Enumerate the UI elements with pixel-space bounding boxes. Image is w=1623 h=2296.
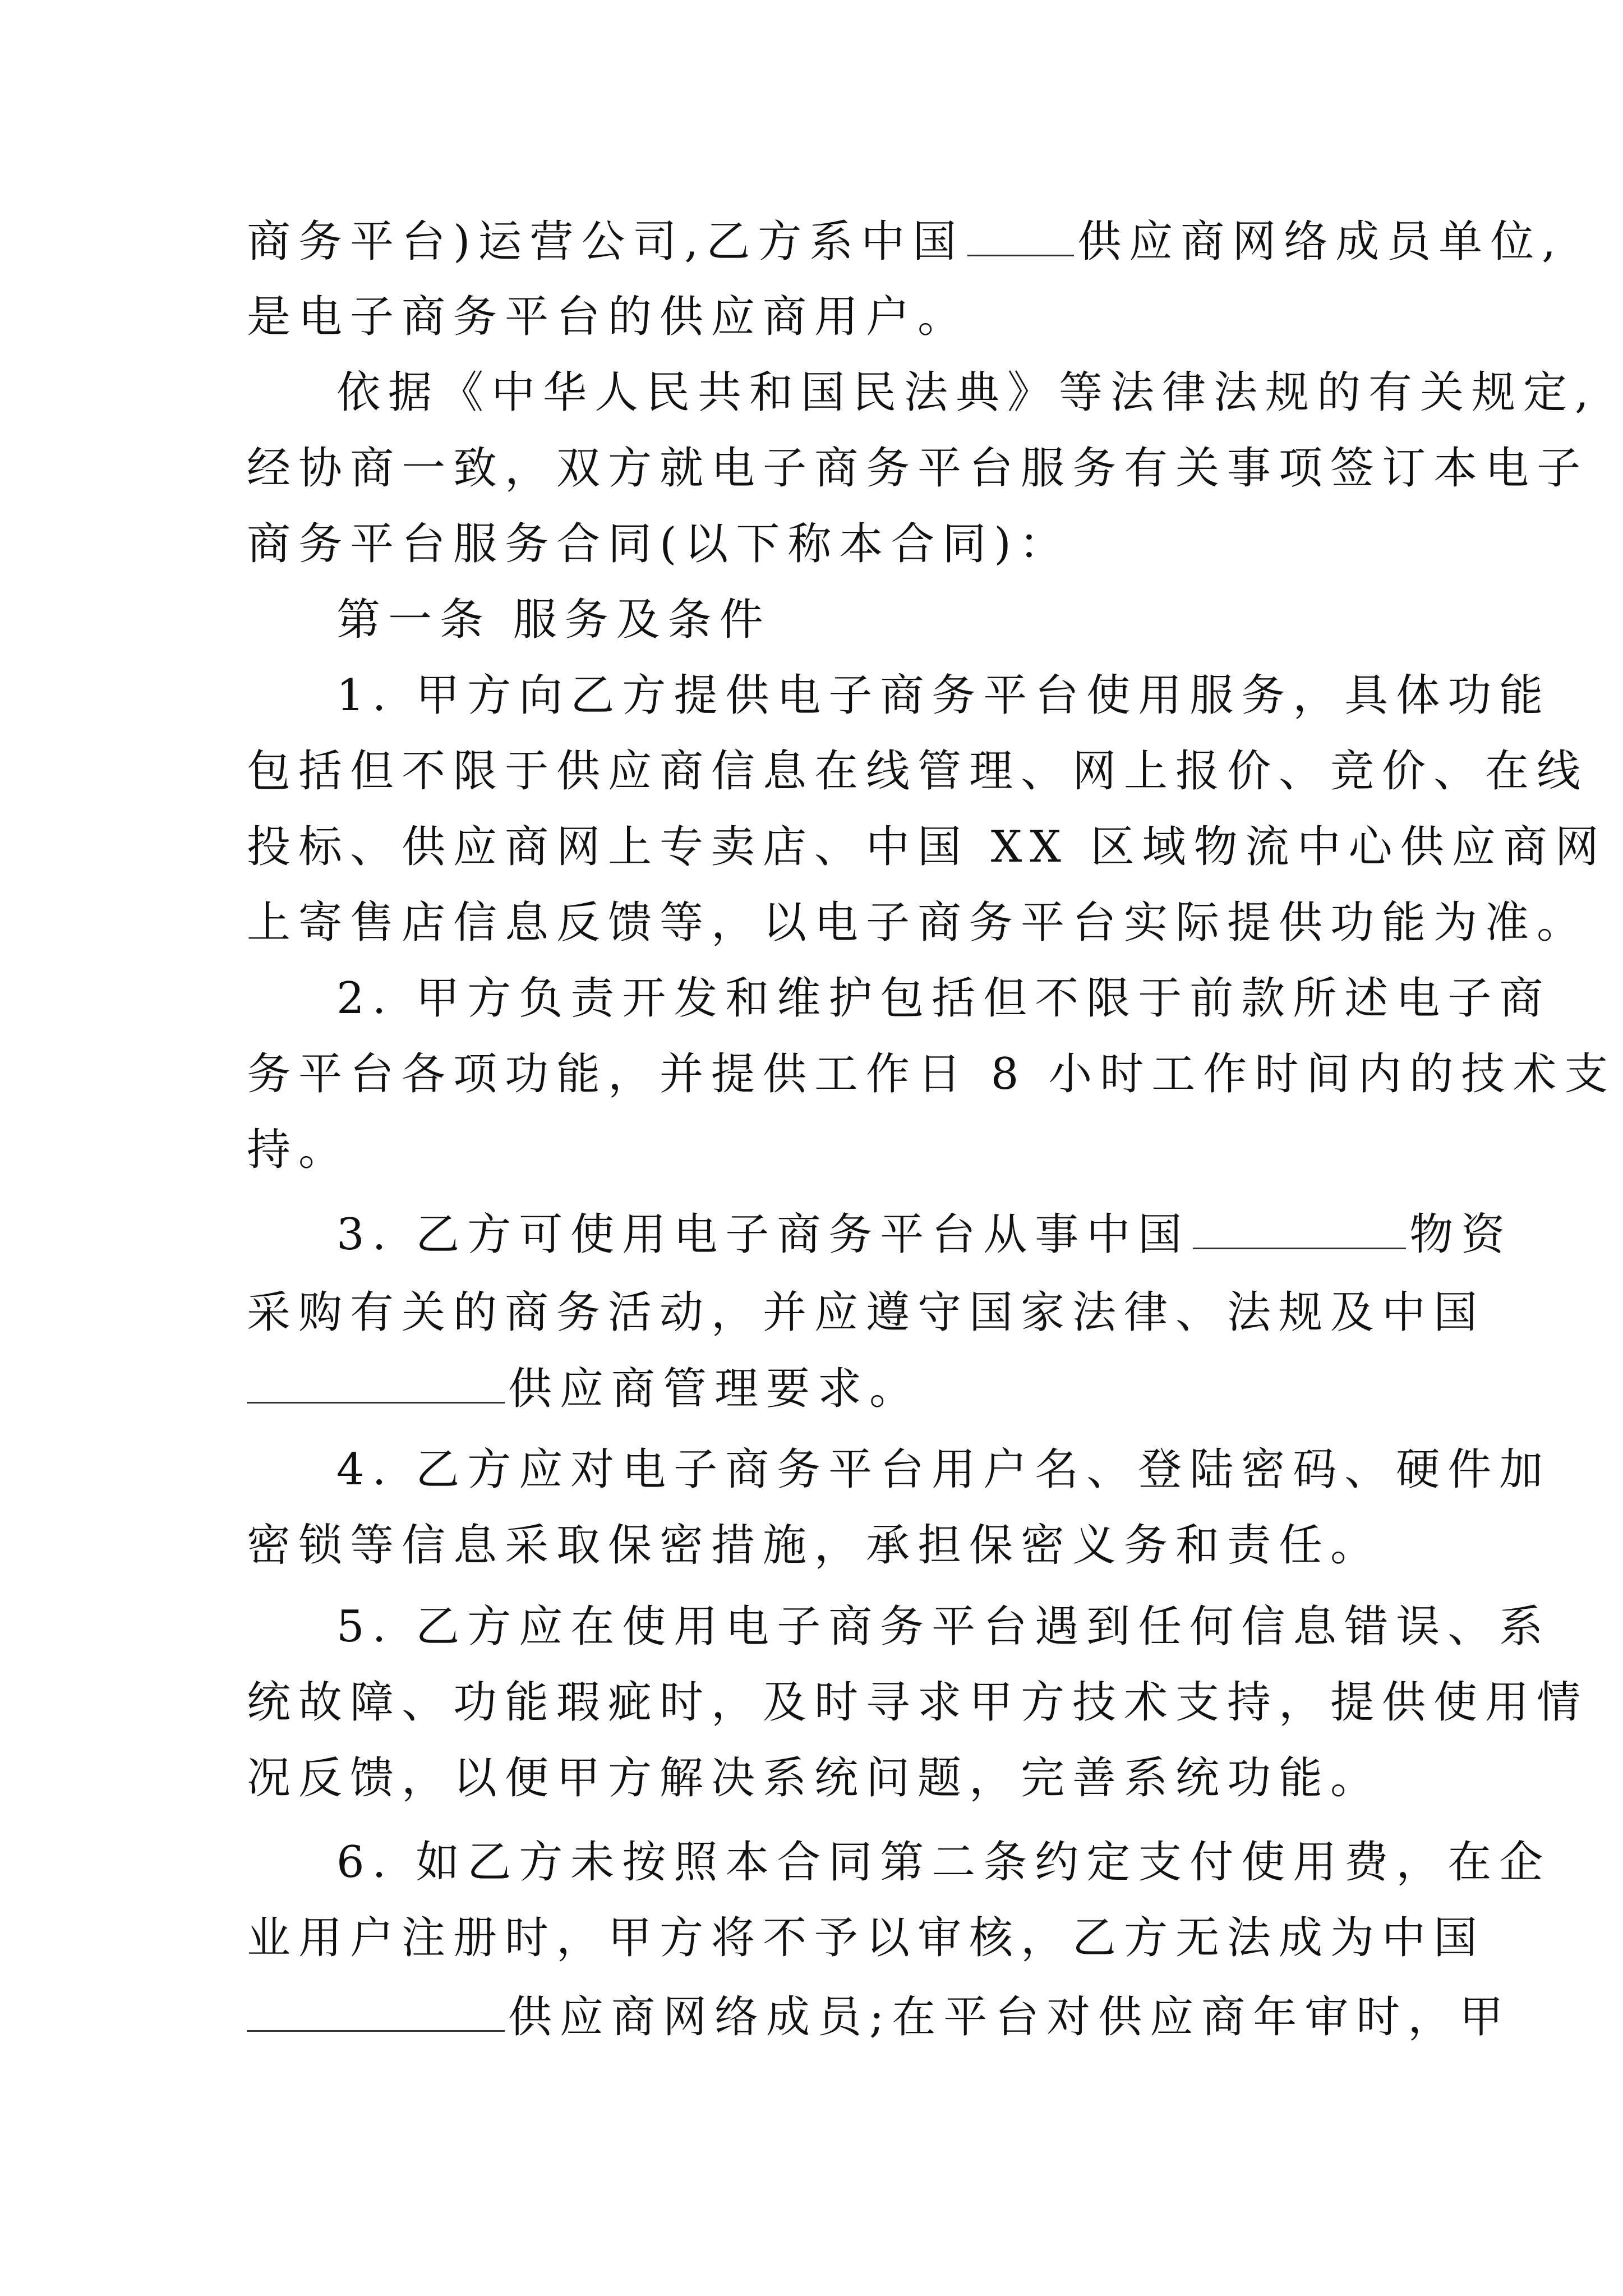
text-line: 投标、供应商网上专卖店、中国 XX 区域物流中心供应商网: [247, 822, 1607, 872]
section-heading: 第一条 服务及条件: [336, 595, 771, 645]
fill-blank: [247, 1989, 505, 2032]
text-line: 持。: [247, 1125, 351, 1175]
fill-blank: [967, 213, 1074, 256]
text-line: 业用户注册时，甲方将不予以审核，乙方无法成为中国: [247, 1913, 1486, 1963]
text-line: 密锁等信息采取保密措施，承担保密义务和责任。: [247, 1520, 1382, 1571]
text-segment: 物资: [1409, 1209, 1513, 1260]
text-segment: 商务平台)运营公司,乙方系中国: [247, 217, 965, 268]
text-line: 上寄售店信息反馈等，以电子商务平台实际提供功能为准。: [247, 898, 1589, 948]
text-line: 务平台各项功能，并提供工作日 8 小时工作时间内的技术支: [247, 1049, 1616, 1099]
text-line: 包括但不限于供应商信息在线管理、网上报价、竞价、在线: [247, 746, 1589, 797]
text-line: 4. 乙方应对电子商务平台用户名、登陆密码、硬件加: [336, 1444, 1551, 1495]
text-line: [247, 213, 1564, 269]
text-line: 商务平台服务合同(以下称本合同)：: [247, 519, 1071, 569]
text-segment: 供应商网络成员;在平台对供应商年审时，甲: [508, 1992, 1511, 2043]
fill-blank: [247, 1360, 505, 1404]
text-line: 2. 甲方负责开发和维护包括但不限于前款所述电子商: [336, 973, 1551, 1024]
text-line: 况反馈，以便甲方解决系统问题，完善系统功能。: [247, 1753, 1382, 1803]
text-line: [247, 1360, 1396, 1416]
text-line: 6. 如乙方未按照本合同第二条约定支付使用费，在企: [336, 1837, 1551, 1888]
text-line: 采购有关的商务活动，并应遵守国家法律、法规及中国: [247, 1287, 1486, 1338]
text-line: 1. 甲方向乙方提供电子商务平台使用服务，具体功能: [336, 670, 1551, 721]
text-line: 统故障、功能瑕疵时，及时寻求甲方技术支持，提供使用情: [247, 1677, 1589, 1728]
fill-blank: [1193, 1206, 1406, 1249]
text-line: 5. 乙方应在使用电子商务平台遇到任何信息错误、系: [336, 1602, 1551, 1652]
text-segment: 3. 乙方可使用电子商务平台从事中国: [336, 1209, 1190, 1260]
text-line: 是电子商务平台的供应商用户。: [247, 292, 970, 342]
text-line: 依据《中华人民共和国民法典》等法律法规的有关规定,: [336, 367, 1597, 418]
text-segment: 供应商网络成员单位,: [1077, 217, 1564, 268]
text-line: [247, 1989, 1511, 2045]
text-segment: 供应商管理要求。: [508, 1364, 921, 1415]
text-line: 经协商一致，双方就电子商务平台服务有关事项签订本电子: [247, 443, 1589, 494]
text-line: [336, 1206, 1513, 1262]
